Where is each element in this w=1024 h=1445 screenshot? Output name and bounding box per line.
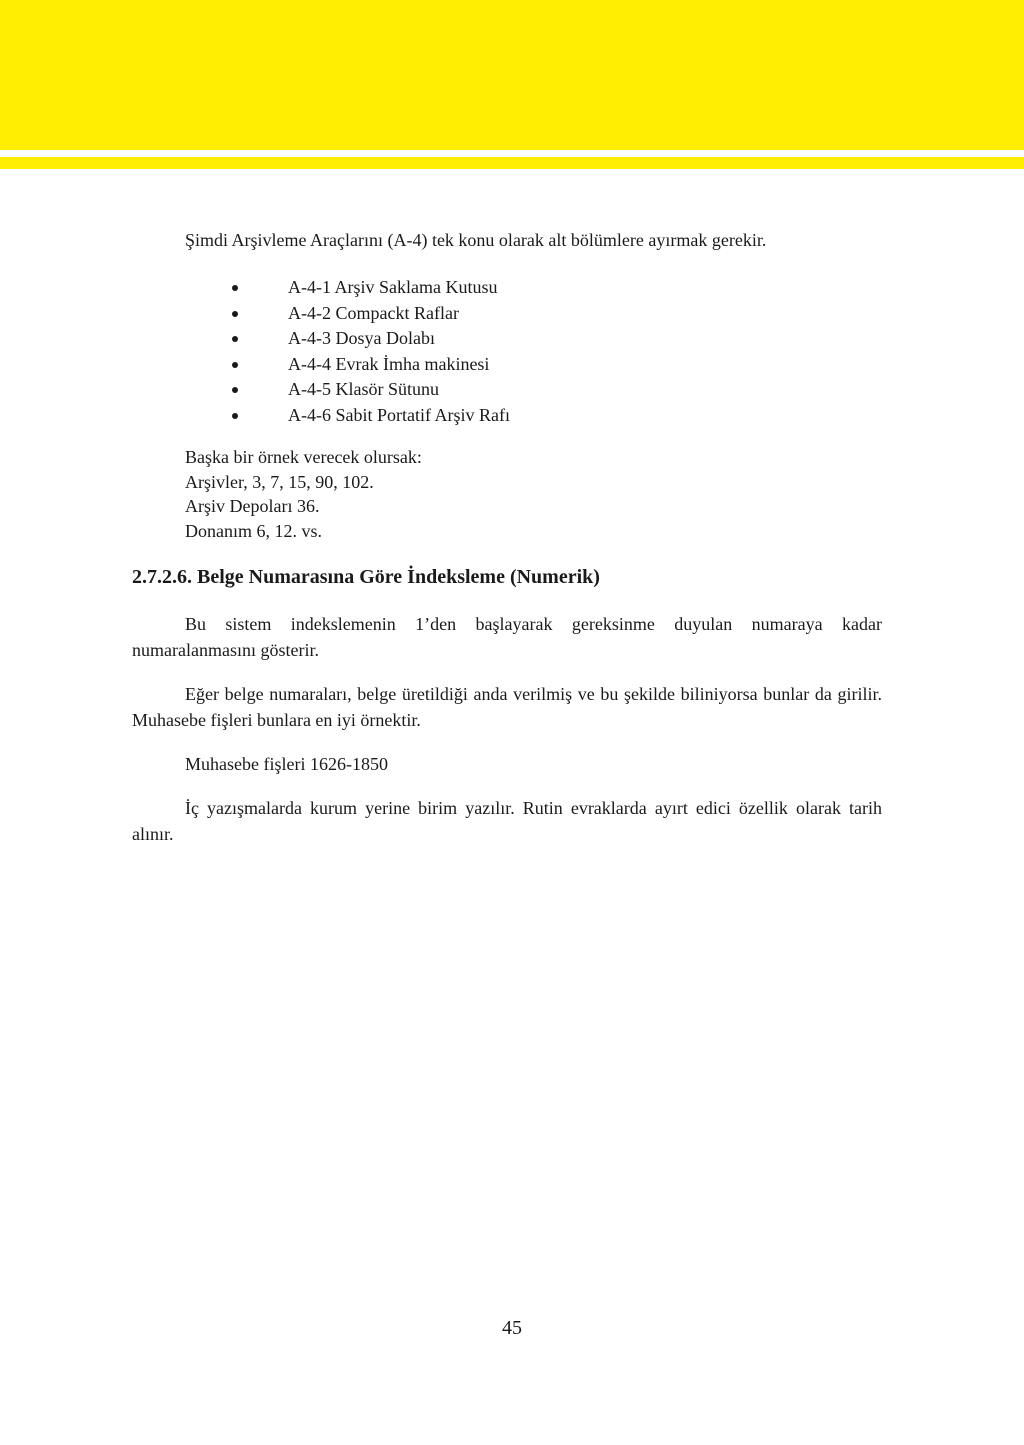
bullet-icon [232, 413, 238, 419]
list-item [132, 275, 882, 301]
bullet-icon [232, 362, 238, 368]
bullet-icon [232, 387, 238, 393]
list-item [132, 403, 882, 429]
list-item-text: A-4-3 Dosya Dolabı [288, 328, 435, 348]
list-item-text: A-4-4 Evrak İmha makinesi [288, 353, 490, 374]
list-item [132, 326, 882, 352]
bullet-icon [232, 311, 238, 317]
example-line: Arşiv Depoları 36. [185, 496, 320, 516]
example-line: Donanım 6, 12. vs. [185, 520, 322, 541]
bullet-icon [232, 336, 238, 342]
section-paragraph: Muhasebe fişleri 1626-1850 [185, 754, 388, 774]
list-item [132, 301, 882, 327]
list-item [132, 377, 882, 403]
section-paragraph: İç yazışmalarda kurum yerine birim yazılır. Rutin evraklarda ayırt edici özellik olarak tarih alınır. [132, 798, 882, 844]
list-item-text: A-4-2 Compackt Raflar [288, 302, 459, 323]
list-item [132, 352, 882, 378]
list-item-text: A-4-1 Arşiv Saklama Kutusu [288, 277, 498, 297]
section-heading: 2.7.2.6. Belge Numarasına Göre İndeksleme (Numerik) [132, 566, 600, 588]
bullet-icon [232, 285, 238, 291]
section-paragraph: Bu sistem indekslemenin 1’den başlayarak gereksinme duyulan numaraya kadar numaralanmasını gösterir. [132, 614, 882, 660]
header-yellow-stripe [0, 157, 1024, 169]
archive-tools-list [132, 275, 882, 428]
section-paragraph: Eğer belge numaraları, belge üretildiği anda verilmiş ve bu şekilde biliniyorsa bunlar da girilir. Muhasebe fişleri bunlara en iyi örnektir. [132, 684, 882, 730]
example-block [132, 445, 882, 543]
page-content [132, 228, 882, 865]
list-item-text: A-4-6 Sabit Portatif Arşiv Rafı [288, 404, 510, 425]
example-line: Arşivler, 3, 7, 15, 90, 102. [185, 471, 374, 492]
page-number: 45 [502, 1317, 522, 1339]
intro-paragraph: Şimdi Arşivleme Araçlarını (A-4) tek konu olarak alt bölümlere ayırmak gerekir. [185, 230, 767, 250]
list-item-text: A-4-5 Klasör Sütunu [288, 379, 439, 399]
header-yellow-band [0, 0, 1024, 150]
example-line: Başka bir örnek verecek olursak: [185, 447, 422, 467]
